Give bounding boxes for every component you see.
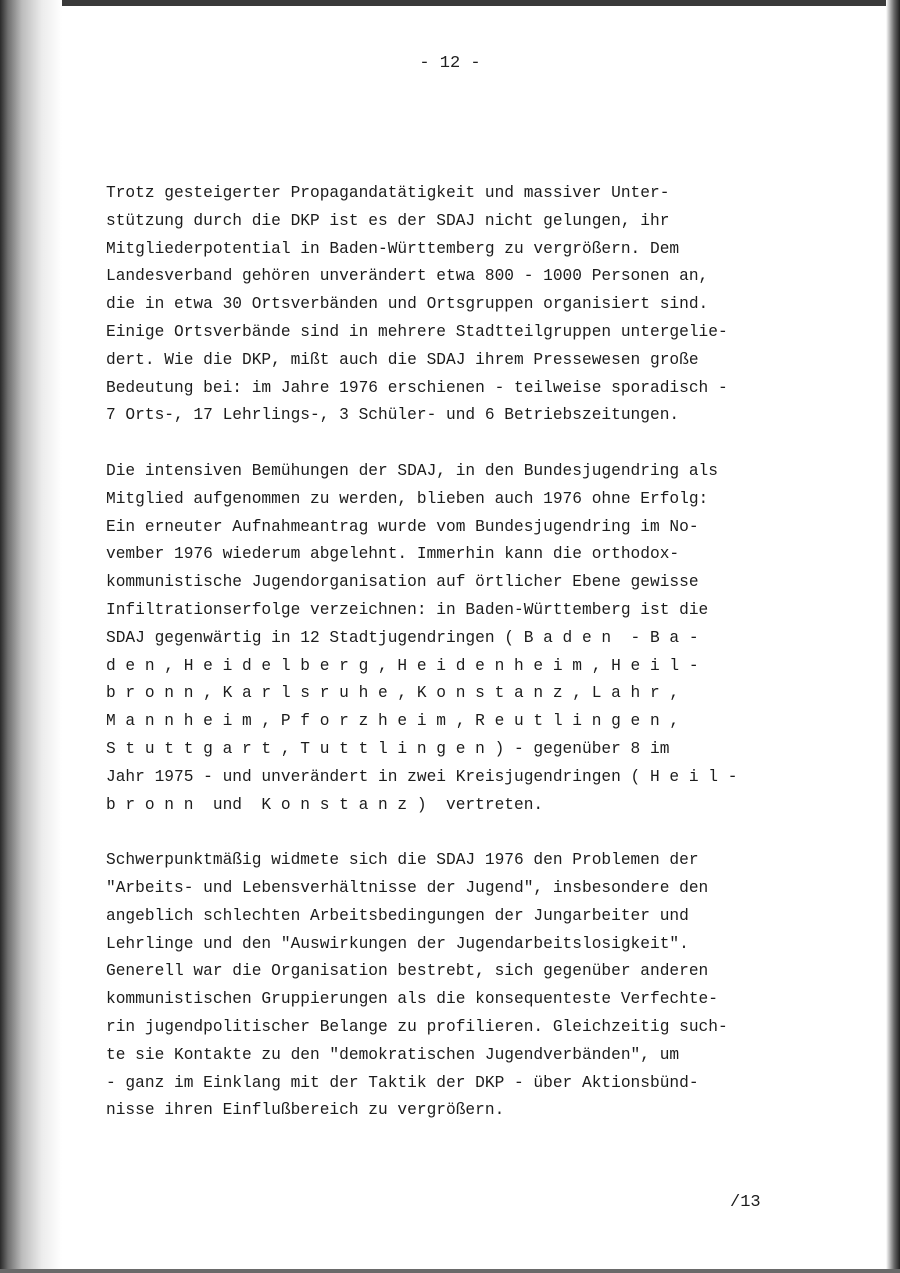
text-line: SDAJ gegenwärtig in 12 Stadtjugendringen ( B a d e n - B a -: [106, 628, 699, 647]
text-line: Infiltrationserfolge verzeichnen: in Baden-Württemberg ist die: [106, 600, 709, 619]
text-line: angeblich schlechten Arbeitsbedingungen der Jungarbeiter und: [106, 906, 689, 925]
text-line: Schwerpunktmäßig widmete sich die SDAJ 1976 den Problemen der: [106, 851, 699, 870]
page-number: - 12 -: [419, 54, 481, 73]
text-line: dert. Wie die DKP, mißt auch die SDAJ ihrem Pressewesen große: [106, 350, 699, 369]
text-line: Generell war die Organisation bestrebt, sich gegenüber anderen: [106, 962, 709, 981]
scan-edge-bottom: [0, 1269, 900, 1273]
next-page-reference: /13: [730, 1193, 761, 1212]
text-line: M a n n h e i m , P f o r z h e i m , R e u t l i n g e n ,: [106, 712, 680, 731]
text-line: Ein erneuter Aufnahmeantrag wurde vom Bundesjugendring im No-: [106, 517, 699, 536]
text-line: rin jugendpolitischer Belange zu profilieren. Gleichzeitig such-: [106, 1017, 728, 1036]
text-line: Mitglied aufgenommen zu werden, blieben auch 1976 ohne Erfolg:: [106, 489, 709, 508]
text-line: nisse ihren Einflußbereich zu vergrößern.: [106, 1101, 505, 1120]
paragraph-schwerpunkte: [106, 847, 826, 1125]
text-line: kommunistische Jugendorganisation auf örtlicher Ebene gewisse: [106, 573, 699, 592]
paragraph-bundesjugendring: [106, 458, 826, 819]
paragraph-sdaj-membership: [106, 180, 826, 430]
text-line: te sie Kontakte zu den "demokratischen Jugendverbänden", um: [106, 1045, 680, 1064]
document-body: [106, 180, 826, 1153]
text-line: Einige Ortsverbände sind in mehrere Stadtteilgruppen untergelie-: [106, 322, 728, 341]
text-line: Trotz gesteigerter Propagandatätigkeit und massiver Unter-: [106, 184, 670, 202]
scan-edge-top: [10, 0, 890, 6]
text-line: S t u t t g a r t , T u t t l i n g e n ) - gegenüber 8 im: [106, 739, 670, 758]
text-line: Bedeutung bei: im Jahre 1976 erschienen - teilweise sporadisch -: [106, 378, 728, 397]
scan-edge-right: [886, 0, 900, 1273]
text-line: - ganz im Einklang mit der Taktik der DKP - über Aktionsbünd-: [106, 1073, 699, 1092]
text-line: kommunistischen Gruppierungen als die konsequenteste Verfechte-: [106, 990, 718, 1009]
text-line: die in etwa 30 Ortsverbänden und Ortsgruppen organisiert sind.: [106, 295, 709, 314]
text-line: 7 Orts-, 17 Lehrlings-, 3 Schüler- und 6 Betriebszeitungen.: [106, 406, 680, 425]
scan-edge-left: [0, 0, 62, 1273]
text-line: Die intensiven Bemühungen der SDAJ, in den Bundesjugendring als: [106, 461, 718, 480]
text-line: b r o n n , K a r l s r u h e , K o n s t a n z , L a h r ,: [106, 684, 680, 703]
text-line: Jahr 1975 - und unverändert in zwei Kreisjugendringen ( H e i l -: [106, 767, 738, 786]
text-line: d e n , H e i d e l b e r g , H e i d e n h e i m , H e i l -: [106, 656, 699, 675]
text-line: Landesverband gehören unverändert etwa 800 - 1000 Personen an,: [106, 267, 709, 286]
text-line: b r o n n und K o n s t a n z ) vertreten.: [106, 795, 544, 814]
text-line: Lehrlinge und den "Auswirkungen der Jugendarbeitslosigkeit".: [106, 934, 689, 953]
text-line: stützung durch die DKP ist es der SDAJ nicht gelungen, ihr: [106, 211, 670, 230]
text-line: Mitgliederpotential in Baden-Württemberg zu vergrößern. Dem: [106, 239, 680, 258]
text-line: vember 1976 wiederum abgelehnt. Immerhin kann die orthodox-: [106, 545, 680, 564]
text-line: "Arbeits- und Lebensverhältnisse der Jugend", insbesondere den: [106, 878, 709, 897]
